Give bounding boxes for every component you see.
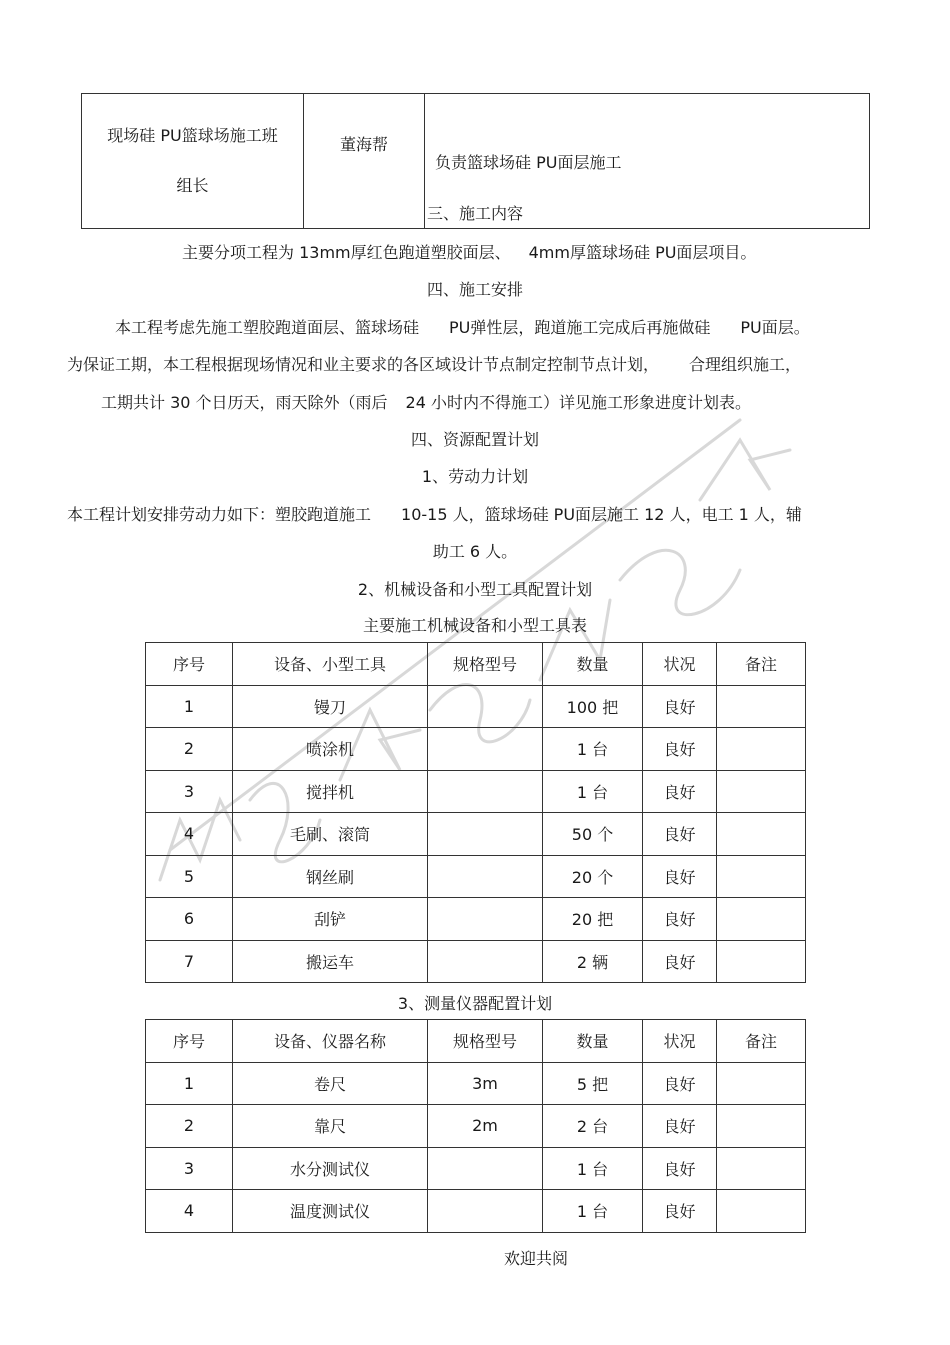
table-header-row	[146, 643, 806, 686]
index-cell: 1	[146, 685, 233, 728]
spec-cell	[428, 813, 543, 856]
labor-b: 10-15 人，篮球场硅 PU面层施工 12 人，电工 1 人，辅	[401, 505, 802, 524]
para2-b: 合理组织施工，	[689, 355, 802, 374]
table-row	[146, 898, 806, 941]
header-cell: 数量	[543, 643, 643, 686]
name-cell: 钢丝刷	[233, 855, 428, 898]
status-cell: 良好	[643, 855, 717, 898]
header-cell: 备注	[717, 1020, 806, 1063]
status-cell: 良好	[643, 1147, 717, 1190]
remark-cell	[717, 813, 806, 856]
subheading-labor-plan: 1、劳动力计划	[421, 467, 529, 486]
table-row	[146, 1190, 806, 1233]
table-row	[146, 813, 806, 856]
content-text-a: 主要分项工程为 13mm厚红色跑道塑胶面层、	[182, 243, 511, 262]
status-cell: 良好	[643, 770, 717, 813]
index-cell: 6	[146, 898, 233, 941]
table-row	[146, 685, 806, 728]
index-cell: 2	[146, 728, 233, 771]
name-cell: 喷涂机	[233, 728, 428, 771]
role-line-2: 组长	[176, 176, 209, 195]
spec-cell	[428, 685, 543, 728]
status-cell: 良好	[643, 898, 717, 941]
instrument-table	[145, 1019, 806, 1233]
labor-a: 本工程计划安排劳动力如下：塑胶跑道施工	[67, 505, 372, 524]
header-cell: 状况	[643, 643, 717, 686]
subheading-machine-plan: 2、机械设备和小型工具配置计划	[357, 580, 593, 599]
header-cell: 序号	[146, 1020, 233, 1063]
qty-cell: 1 台	[543, 1147, 643, 1190]
section-heading-resource-plan: 四、资源配置计划	[410, 430, 539, 449]
content-text-b: 4mm厚篮球场硅 PU面层项目。	[528, 243, 757, 262]
qty-cell: 20 个	[543, 855, 643, 898]
para3-b: 24 小时内不得施工）详见施工形象进度计划表。	[405, 393, 751, 412]
name-cell: 搬运车	[233, 940, 428, 983]
section-heading-construction-arrangement: 四、施工安排	[426, 280, 523, 299]
section-heading-construction-content: 三、施工内容	[426, 204, 523, 223]
table-row	[146, 855, 806, 898]
machine-table-title: 主要施工机械设备和小型工具表	[362, 616, 587, 635]
name-cell: 毛刷、滚筒	[233, 813, 428, 856]
remark-cell	[717, 898, 806, 941]
spec-cell	[428, 1147, 543, 1190]
name-cell: 卷尺	[233, 1062, 428, 1105]
qty-cell: 2 台	[543, 1105, 643, 1148]
table-row	[146, 1105, 806, 1148]
status-cell: 良好	[643, 940, 717, 983]
header-cell: 设备、仪器名称	[233, 1020, 428, 1063]
spec-cell	[428, 728, 543, 771]
index-cell: 3	[146, 770, 233, 813]
spec-cell	[428, 898, 543, 941]
name-cell: 靠尺	[233, 1105, 428, 1148]
spec-cell	[428, 855, 543, 898]
header-cell: 备注	[717, 643, 806, 686]
name-cell: 刮铲	[233, 898, 428, 941]
para1-b: PU弹性层，跑道施工完成后再施做硅	[449, 318, 711, 337]
status-cell: 良好	[643, 1062, 717, 1105]
qty-cell: 5 把	[543, 1062, 643, 1105]
header-cell: 规格型号	[428, 1020, 543, 1063]
index-cell: 3	[146, 1147, 233, 1190]
index-cell: 1	[146, 1062, 233, 1105]
header-cell: 状况	[643, 1020, 717, 1063]
remark-cell	[717, 1147, 806, 1190]
duty-cell: 负责篮球场硅 PU面层施工	[425, 94, 870, 229]
name-cell: 搅拌机	[233, 770, 428, 813]
machine-table	[145, 642, 806, 983]
header-cell: 设备、小型工具	[233, 643, 428, 686]
qty-cell: 1 台	[543, 770, 643, 813]
status-cell: 良好	[643, 685, 717, 728]
remark-cell	[717, 940, 806, 983]
spec-cell	[428, 940, 543, 983]
table-row	[146, 728, 806, 771]
footer-text: 欢迎共阅	[504, 1249, 569, 1268]
remark-cell	[717, 1190, 806, 1233]
header-cell: 规格型号	[428, 643, 543, 686]
index-cell: 4	[146, 1190, 233, 1233]
table-row	[146, 1147, 806, 1190]
para2-a: 为保证工期，本工程根据现场情况和业主要求的各区域设计节点制定控制节点计划，	[67, 355, 660, 374]
status-cell: 良好	[643, 728, 717, 771]
person-cell: 董海帮	[304, 94, 425, 229]
spec-cell	[428, 1190, 543, 1233]
spec-cell: 2m	[428, 1105, 543, 1148]
table-header-row	[146, 1020, 806, 1063]
name-cell: 镘刀	[233, 685, 428, 728]
qty-cell: 100 把	[543, 685, 643, 728]
qty-cell: 1 台	[543, 1190, 643, 1233]
index-cell: 4	[146, 813, 233, 856]
status-cell: 良好	[643, 1190, 717, 1233]
status-cell: 良好	[643, 813, 717, 856]
index-cell: 7	[146, 940, 233, 983]
spec-cell: 3m	[428, 1062, 543, 1105]
status-cell: 良好	[643, 1105, 717, 1148]
remark-cell	[717, 1062, 806, 1105]
para1-a: 本工程考虑先施工塑胶跑道面层、篮球场硅	[115, 318, 420, 337]
index-cell: 2	[146, 1105, 233, 1148]
name-cell: 温度测试仪	[233, 1190, 428, 1233]
arrangement-para-line-3	[101, 390, 751, 413]
index-cell: 5	[146, 855, 233, 898]
construction-content-text	[182, 240, 756, 263]
header-cell: 数量	[543, 1020, 643, 1063]
para3-a: 工期共计 30 个日历天，雨天除外（雨后	[101, 393, 388, 412]
remark-cell	[717, 770, 806, 813]
remark-cell	[717, 1105, 806, 1148]
name-cell: 水分测试仪	[233, 1147, 428, 1190]
labor-text-line-2: 助工 6 人。	[432, 542, 518, 561]
table-row	[146, 770, 806, 813]
arrangement-para-line-1	[115, 315, 810, 338]
table-row	[146, 940, 806, 983]
qty-cell: 2 辆	[543, 940, 643, 983]
labor-text-line-1	[67, 502, 802, 525]
remark-cell	[717, 685, 806, 728]
para1-c: PU面层。	[740, 318, 810, 337]
remark-cell	[717, 728, 806, 771]
qty-cell: 20 把	[543, 898, 643, 941]
table-row	[146, 1062, 806, 1105]
arrangement-para-line-2	[67, 352, 801, 375]
subheading-instrument-plan: 3、测量仪器配置计划	[397, 994, 553, 1013]
role-line-1: 现场硅 PU篮球场施工班	[107, 126, 278, 145]
remark-cell	[717, 855, 806, 898]
header-cell: 序号	[146, 643, 233, 686]
qty-cell: 50 个	[543, 813, 643, 856]
spec-cell	[428, 770, 543, 813]
qty-cell: 1 台	[543, 728, 643, 771]
